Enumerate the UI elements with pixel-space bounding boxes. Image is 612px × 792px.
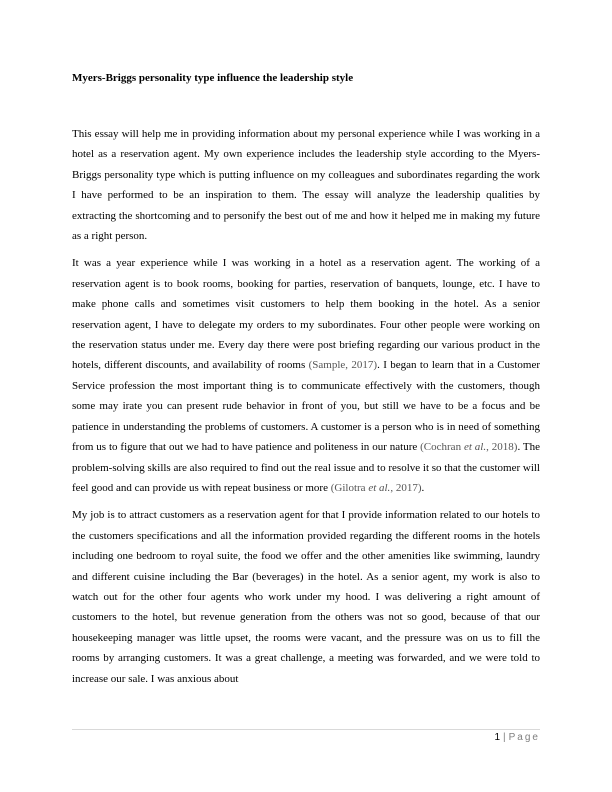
document-body <box>72 124 540 696</box>
paragraph-text-segment: . <box>421 481 425 494</box>
citation-year: , 2017) <box>390 481 422 494</box>
citation-author: (Cochran <box>420 441 464 454</box>
document-title: Myers-Briggs personality type influence the leadership style <box>72 72 354 84</box>
paragraph-introduction: This essay will help me in providing information about my personal experience while I was working in a hotel as a reservation agent. My own experience includes the leadership style according to the Myers-Briggs personality type which is putting influence on my colleagues and subordinates regarding the work I have performed to be an inspiration to them. The essay will analyze the leadership qualities by extracting the shortcoming and to personify the best out of me and how it helped me in making my future as a right person. <box>72 128 540 243</box>
paragraph-text-segment: . I began to learn that in a Customer Service profession the most important thing is to communicate effectively with the customers, though some may irate you can present rude behavior in front of you, but still we have to be a focus and be patience in understanding the problems of customers. A customer is a person who is in need of something from us to figure that out we had to have patience and politeness in our nature <box>72 359 540 454</box>
page-footer <box>494 731 540 745</box>
paragraph-experience <box>72 253 540 498</box>
citation-author: (Gilotra <box>330 481 369 494</box>
citation-gilotra-2017 <box>330 481 425 494</box>
citation-year: , 2018) <box>486 441 518 454</box>
footer-separator: | <box>503 732 506 743</box>
paragraph-text-segment: . The problem-solving skills are also required to find out the real issue and to resolve it so that the customer will feel good and can provide us with repeat business or more <box>72 441 540 494</box>
citation-cochran-2018 <box>420 441 517 453</box>
citation-etal: et al. <box>463 441 487 454</box>
footer-divider <box>72 729 540 730</box>
paragraph-job-description: My job is to attract customers as a reservation agent for that I provide information related to our hotels to the customers specifications and all the information provided regarding the different rooms in the hotels including one bedroom to royal suite, the food we offer and the other amenities like swimming, laundry and different cuisine including the Bar (beverages) in the hotel. As a senior agent, my work is also to watch out for the other four agents who work under my hood. I was delivering a right amount of customers to the hotel, but revenue generation from the others was not so good, because of that our housekeeping manager was little upset, the rooms were vacant, and the pressure was on us to fill the rooms by arranging customers. It was a great challenge, a meeting was forwarded, and we were told to increase our sale. I was anxious about <box>72 509 540 685</box>
page-label: Page <box>508 732 540 743</box>
paragraph-text-segment: It was a year experience while I was working in a hotel as a reservation agent. The working of a reservation agent is to book rooms, booking for parties, reservation of banquets, lounge, etc. I have to make phone calls and sometimes visit customers to help them booking in the hotel. As a senior reservation agent, I have to delegate my orders to my subordinates. Four other people were working on the reservation status under me. Every day there were post briefing regarding our various product in the hotels, different discounts, and availability of rooms <box>72 257 540 372</box>
citation-sample-2017: (Sample, 2017) <box>308 359 378 372</box>
citation-etal: et al. <box>368 481 391 494</box>
page-number: 1 <box>494 732 501 743</box>
